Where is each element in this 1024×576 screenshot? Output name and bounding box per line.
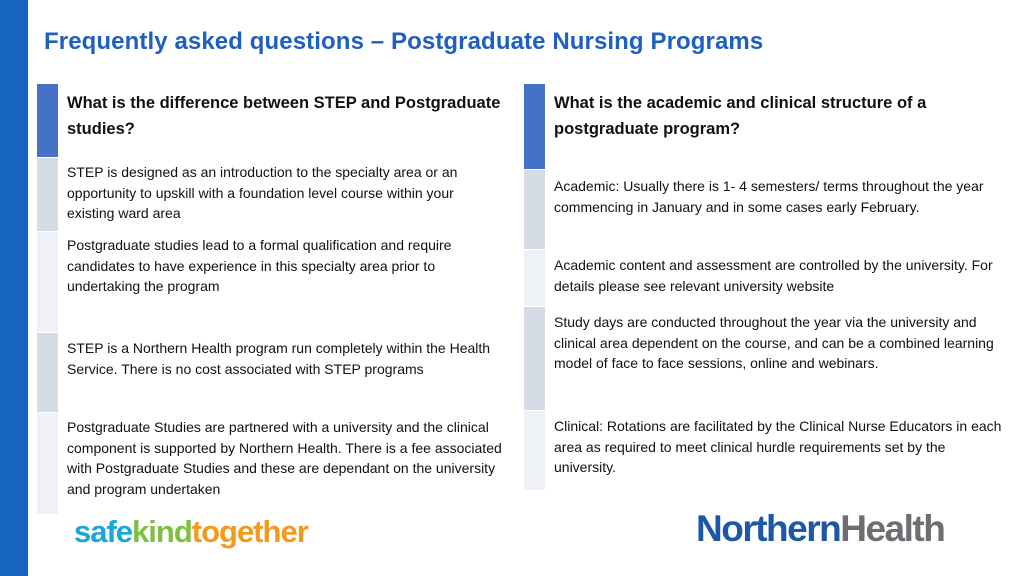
logo-word-together: together bbox=[191, 514, 308, 549]
faq-question-row bbox=[37, 84, 503, 158]
row-marker bbox=[524, 411, 545, 490]
faq-answer: STEP is designed as an introduction to the specialty area or an opportunity to upskill with a foundation level course within your existing ward area bbox=[67, 164, 458, 221]
row-marker bbox=[37, 333, 58, 413]
logo-word-safe: safe bbox=[74, 514, 133, 549]
row-marker bbox=[37, 232, 58, 333]
faq-answer: Clinical: Rotations are facilitated by the Clinical Nurse Educators in each area as required to meet clinical hurdle requirements set by the university. bbox=[554, 418, 1002, 475]
logo-word-northern: Northern bbox=[696, 508, 841, 549]
faq-answer: STEP is a Northern Health program run completely within the Health Service. There is no cost associated with STEP programs bbox=[67, 340, 491, 377]
faq-question-row bbox=[524, 84, 1002, 170]
faq-answer-row bbox=[524, 411, 1002, 490]
faq-question: What is the academic and clinical structure of a postgraduate program? bbox=[554, 94, 927, 138]
logo-word-kind: kind bbox=[132, 514, 192, 549]
faq-answer-row bbox=[37, 333, 503, 413]
faq-answer-row bbox=[37, 232, 503, 333]
faq-answer: Postgraduate Studies are partnered with a university and the clinical component is supported by Northern Health. There is a fee associated with Postgraduate Studies and these are dependant on the university and program undertaken bbox=[67, 419, 502, 497]
safekindtogether-logo bbox=[74, 514, 308, 550]
faq-table-right bbox=[524, 84, 1002, 490]
northern-health-logo bbox=[696, 508, 944, 550]
faq-answer: Postgraduate studies lead to a formal qualification and require candidates to have experience in this specialty area prior to undertaking the program bbox=[67, 237, 452, 294]
row-marker bbox=[37, 84, 58, 158]
faq-answer-row bbox=[524, 307, 1002, 411]
row-marker bbox=[524, 84, 545, 170]
faq-answer: Academic: Usually there is 1- 4 semesters/ terms throughout the year commencing in January and in some cases early February. bbox=[554, 178, 984, 215]
faq-answer-row bbox=[524, 250, 1002, 307]
faq-question: What is the difference between STEP and Postgraduate studies? bbox=[67, 94, 501, 138]
page-title: Frequently asked questions – Postgraduate Nursing Programs bbox=[44, 28, 764, 55]
faq-answer: Academic content and assessment are controlled by the university. For details please see relevant university website bbox=[554, 257, 993, 294]
row-marker bbox=[524, 170, 545, 250]
faq-answer: Study days are conducted throughout the year via the university and clinical area dependent on the course, and can be a combined learning model of face to face sessions, online and webinars. bbox=[554, 314, 994, 371]
row-marker bbox=[524, 250, 545, 307]
faq-table-left bbox=[37, 84, 503, 514]
row-marker bbox=[37, 413, 58, 514]
row-marker bbox=[37, 158, 58, 232]
side-accent-bar bbox=[0, 0, 28, 576]
faq-answer-row bbox=[524, 170, 1002, 250]
faq-answer-row bbox=[37, 413, 503, 514]
logo-word-health: Health bbox=[840, 508, 945, 549]
row-marker bbox=[524, 307, 545, 411]
faq-answer-row bbox=[37, 158, 503, 232]
